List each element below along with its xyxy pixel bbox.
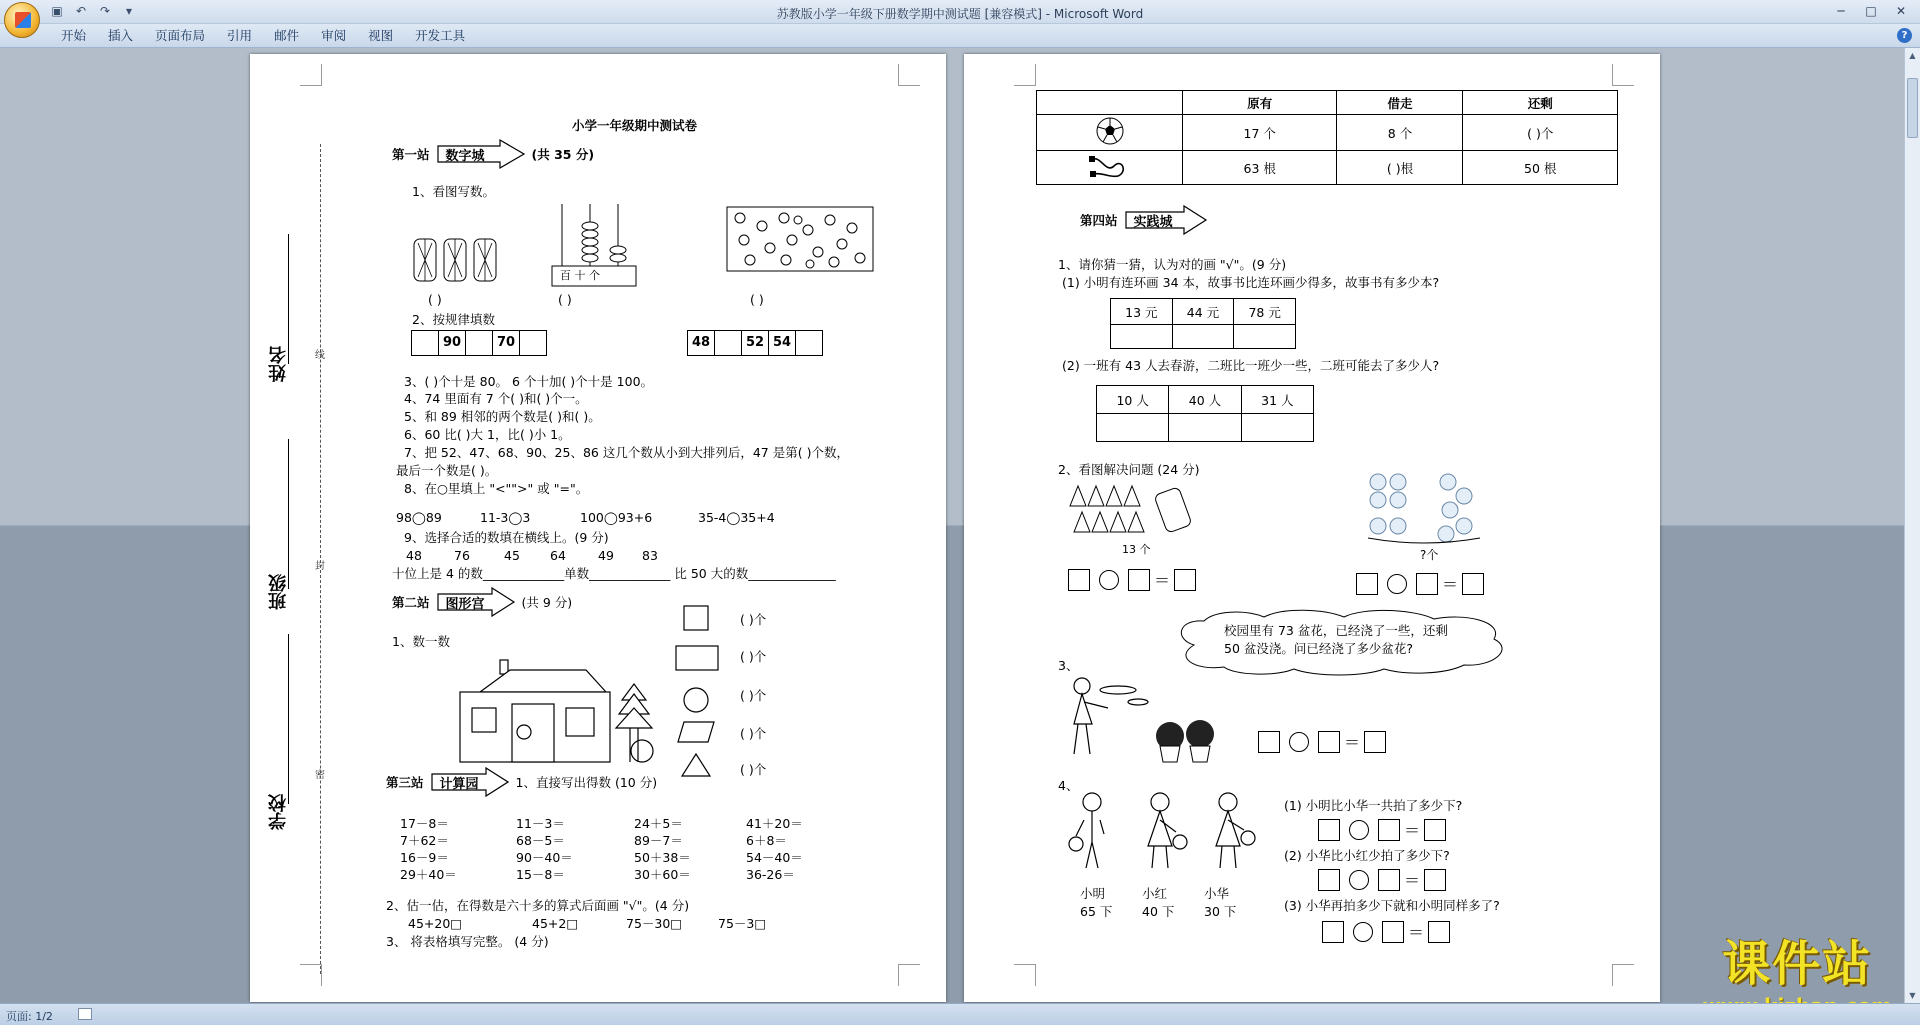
save-icon[interactable]: ▣ <box>51 4 63 18</box>
station-label: 第一站 <box>392 146 430 162</box>
question-1-1: 1、看图写数。 <box>412 184 495 199</box>
operator-circle[interactable] <box>1387 574 1407 594</box>
station-label: 第二站 <box>392 594 430 610</box>
calc-item[interactable]: 50＋38＝ <box>634 850 691 865</box>
station-label: 第三站 <box>386 774 424 790</box>
calc-item[interactable]: 41＋20＝ <box>746 816 803 831</box>
question-number-4: 4、 <box>1058 778 1079 793</box>
window-title: 苏教版小学一年级下册数学期中测试题 [兼容模式] - Microsoft Word <box>776 7 1144 21</box>
table-cell: 17 个 <box>1183 115 1337 151</box>
estimate-item[interactable]: 75－30□ <box>626 916 683 931</box>
office-logo-icon <box>15 12 31 28</box>
sequence-row-1 <box>412 330 547 356</box>
sequence-cell[interactable]: 54 <box>768 330 796 356</box>
guess-answer-cell[interactable] <box>1234 325 1296 349</box>
kid-name: 小华 <box>1204 886 1230 901</box>
answer-box[interactable] <box>1258 731 1280 753</box>
answer-box[interactable] <box>1462 573 1484 595</box>
table-header: 原有 <box>1183 91 1337 115</box>
compare-4[interactable]: 35-4◯35+4 <box>698 510 775 525</box>
station-intro: 1、直接写出得数 (10 分) <box>515 774 658 790</box>
scroll-down-icon[interactable]: ▼ <box>1909 991 1916 1000</box>
equation-row-2: ＝ <box>1356 572 1484 595</box>
calc-item[interactable]: 11－3＝ <box>516 816 565 831</box>
sequence-cell[interactable]: 48 <box>687 330 715 356</box>
margin-corner <box>1612 964 1634 986</box>
guess-answer-cell[interactable] <box>1111 325 1173 349</box>
station-score: (共 9 分) <box>521 594 573 610</box>
close-button[interactable]: ✕ <box>1895 4 1907 18</box>
children-bouncing-balls-picture <box>1062 790 1262 874</box>
tab-review[interactable]: 审阅 <box>321 28 347 43</box>
question-4-4c: (3) 小华再拍多少下就和小明同样多了? <box>1284 898 1500 913</box>
number-choice: 48 <box>406 548 422 563</box>
estimate-item[interactable]: 45+20□ <box>408 916 463 931</box>
tab-mailings[interactable]: 邮件 <box>274 28 300 43</box>
guess-option: 13 元 <box>1111 299 1173 325</box>
answer-paren-3[interactable]: ( ) <box>750 292 764 307</box>
station-3-header <box>386 766 657 798</box>
station-1-header <box>392 138 594 170</box>
customize-toolbar-icon[interactable]: ▾ <box>125 4 133 18</box>
tab-references[interactable]: 引用 <box>227 28 253 43</box>
table-header: 还剩 <box>1463 91 1618 115</box>
station-arrow <box>436 138 526 170</box>
sequence-cell[interactable]: 52 <box>741 330 769 356</box>
answer-box[interactable] <box>1364 731 1386 753</box>
vertical-scrollbar[interactable] <box>1904 48 1920 1003</box>
station-score: (共 35 分) <box>531 146 595 162</box>
dots-picture <box>726 206 876 274</box>
answer-box[interactable] <box>1378 819 1400 841</box>
operator-circle[interactable] <box>1349 820 1369 840</box>
question-1-7a: 7、把 52、47、68、90、25、86 这几个数从小到大排列后，47 是第( )个数， <box>404 445 849 460</box>
question-3-2: 2、估一估，在得数是六十多的算式后面画 "√"。(4 分) <box>386 898 690 913</box>
answer-box[interactable] <box>1424 819 1446 841</box>
cloud-text: 校园里有 73 盆花，已经浇了一些，还剩 50 盆没浇。问已经浇了多少盆花? <box>1224 623 1448 656</box>
price-guess-table <box>1110 298 1296 349</box>
answer-paren-2[interactable]: ( ) <box>558 292 572 307</box>
proofing-icon[interactable] <box>78 1008 92 1020</box>
table-cell[interactable]: ( )个 <box>1463 115 1618 151</box>
minimize-button[interactable]: ─ <box>1837 4 1845 18</box>
calc-item[interactable]: 30＋60＝ <box>634 867 691 882</box>
page-indicator[interactable]: 页面: 1/2 <box>6 1010 53 1023</box>
help-icon[interactable]: ? <box>1897 28 1912 43</box>
kid-count: 40 下 <box>1142 904 1175 919</box>
scroll-up-icon[interactable]: ▲ <box>1909 51 1916 60</box>
scrollbar-thumb[interactable] <box>1907 78 1918 138</box>
shape-count[interactable]: ( )个 <box>740 688 767 703</box>
calc-item[interactable]: 54－40＝ <box>746 850 803 865</box>
calc-item[interactable]: 89－7＝ <box>634 833 683 848</box>
kid-count: 65 下 <box>1080 904 1113 919</box>
question-1-9-blanks[interactable]: 十位上是 4 的数_____________单数_____________ 比 50 大的数______________ <box>392 566 836 581</box>
title-bar <box>0 0 1920 24</box>
table-header <box>1037 91 1183 115</box>
football-icon <box>1037 115 1183 151</box>
station-name: 计算园 <box>439 776 479 792</box>
guess-option: 44 元 <box>1172 299 1234 325</box>
jump-rope-icon <box>1037 151 1183 185</box>
bundles-picture <box>410 229 510 289</box>
tab-developer[interactable]: 开发工具 <box>415 28 466 43</box>
calc-item[interactable]: 29＋40＝ <box>400 867 457 882</box>
guess-answer-cell[interactable] <box>1172 325 1234 349</box>
sidebar-mi-mark: 密 <box>315 770 325 781</box>
station-label: 第四站 <box>1080 212 1118 228</box>
answer-box[interactable] <box>1322 921 1344 943</box>
flowers-picture <box>1364 470 1484 546</box>
number-choice: 83 <box>642 548 658 563</box>
ribbon <box>0 24 1920 48</box>
operator-circle[interactable] <box>1099 570 1119 590</box>
number-choice: 76 <box>454 548 470 563</box>
shape-count[interactable]: ( )个 <box>740 726 767 741</box>
document-page-1[interactable] <box>250 54 946 1002</box>
question-1-9: 9、选择合适的数填在横线上。(9 分) <box>404 530 609 545</box>
question-1-5: 5、和 89 相邻的两个数是( )和( )。 <box>404 409 601 424</box>
answer-box[interactable] <box>1128 569 1150 591</box>
question-number-3: 3、 <box>1058 658 1079 673</box>
equation-row-3: ＝ <box>1258 730 1386 753</box>
station-2-header <box>392 586 572 618</box>
answer-box[interactable] <box>1378 869 1400 891</box>
answer-box[interactable] <box>1174 569 1196 591</box>
question-2-1: 1、数一数 <box>392 634 450 649</box>
shape-count[interactable]: ( )个 <box>740 649 767 664</box>
shape-count[interactable]: ( )个 <box>740 762 767 777</box>
guess-option: 10 人 <box>1097 386 1169 414</box>
question-1-8: 8、在○里填上 "<"">" 或 "="。 <box>404 481 589 496</box>
station-name: 图形宫 <box>445 596 485 612</box>
class-label: 班级 <box>268 574 289 610</box>
station-arrow <box>1124 204 1208 236</box>
sequence-cell[interactable] <box>519 330 547 356</box>
table-cell: 50 根 <box>1463 151 1618 185</box>
calc-item[interactable]: 16－9＝ <box>400 850 449 865</box>
sequence-cell[interactable] <box>714 330 742 356</box>
station-arrow <box>430 766 510 798</box>
name-underline <box>288 234 289 364</box>
borrow-table <box>1036 90 1618 185</box>
sequence-row-2 <box>688 330 823 356</box>
name-label: 姓名 <box>268 346 289 382</box>
margin-corner <box>898 64 920 86</box>
table-cell: 8 个 <box>1337 115 1463 151</box>
equation-row-5: ＝ <box>1318 868 1446 891</box>
kid-name: 小明 <box>1080 886 1106 901</box>
calc-item[interactable]: 90－40＝ <box>516 850 573 865</box>
answer-paren-1[interactable]: ( ) <box>428 292 442 307</box>
calc-item[interactable]: 68－5＝ <box>516 833 565 848</box>
abacus-labels: 百 十 个 <box>560 269 600 282</box>
question-3-3: 3、 将表格填写完整。 (4 分) <box>386 934 549 949</box>
question-1-2: 2、按规律填数 <box>412 312 495 327</box>
sidebar-seal-mark: 封 <box>315 561 325 572</box>
question-4-4a: (1) 小明比小华一共拍了多少下? <box>1284 798 1463 813</box>
sequence-cell[interactable] <box>465 330 493 356</box>
class-underline <box>288 439 289 589</box>
guess-option: 31 人 <box>1241 386 1313 414</box>
exam-title: 小学一年级期中测试卷 <box>572 118 698 133</box>
office-button[interactable] <box>4 2 40 38</box>
margin-corner <box>1612 64 1634 86</box>
calc-item[interactable]: 36-26＝ <box>746 867 795 882</box>
window-controls <box>1828 2 1914 20</box>
guess-option: 40 人 <box>1169 386 1241 414</box>
estimate-item[interactable]: 45+2□ <box>532 916 579 931</box>
margin-corner <box>300 964 322 986</box>
sequence-cell[interactable] <box>411 330 439 356</box>
undo-icon[interactable]: ↶ <box>75 4 87 18</box>
calc-item[interactable]: 17－8＝ <box>400 816 449 831</box>
watermark-title: 课件站 <box>1722 936 1873 992</box>
question-4-2: 2、看图解决问题 (24 分) <box>1058 462 1200 477</box>
question-1-4: 4、74 里面有 7 个( )和( )个一。 <box>404 391 588 406</box>
sequence-cell[interactable]: 90 <box>438 330 466 356</box>
status-bar <box>0 1003 1920 1025</box>
answer-box[interactable] <box>1068 569 1090 591</box>
tab-home[interactable]: 开始 <box>61 28 87 43</box>
ribbon-tabs <box>50 28 476 44</box>
question-4-4b: (2) 小华比小红少拍了多少下? <box>1284 848 1450 863</box>
compare-1[interactable]: 98◯89 <box>396 510 442 525</box>
guess-answer-cell[interactable] <box>1241 414 1313 442</box>
number-choice: 49 <box>598 548 614 563</box>
tab-page-layout[interactable]: 页面布局 <box>155 28 206 43</box>
answer-box[interactable] <box>1416 573 1438 595</box>
operator-circle[interactable] <box>1349 870 1369 890</box>
margin-corner <box>1014 64 1036 86</box>
table-header: 借走 <box>1337 91 1463 115</box>
question-1-3: 3、( )个十是 80。 6 个十加( )个十是 100。 <box>404 374 654 389</box>
answer-box[interactable] <box>1382 921 1404 943</box>
answer-box[interactable] <box>1424 869 1446 891</box>
guess-answer-cell[interactable] <box>1097 414 1169 442</box>
answer-box[interactable] <box>1428 921 1450 943</box>
operator-circle[interactable] <box>1289 732 1309 752</box>
equation-row-4: ＝ <box>1318 818 1446 841</box>
answer-box[interactable] <box>1318 869 1340 891</box>
question-4-1b: (2) 一班有 43 人去春游，二班比一班少一些，二班可能去了多少人? <box>1062 358 1440 373</box>
people-guess-table <box>1096 385 1314 442</box>
table-cell[interactable]: ( )根 <box>1337 151 1463 185</box>
answer-box[interactable] <box>1318 731 1340 753</box>
station-arrow <box>436 586 516 618</box>
document-page-2[interactable] <box>964 54 1660 1002</box>
compare-3[interactable]: 100◯93+6 <box>580 510 653 525</box>
redo-icon[interactable]: ↷ <box>99 4 111 18</box>
station-4-header <box>1080 204 1208 236</box>
margin-corner <box>300 64 322 86</box>
margin-corner <box>898 964 920 986</box>
sidebar-line-mark: 线 <box>315 350 325 361</box>
sequence-cell[interactable] <box>795 330 823 356</box>
number-choice: 45 <box>504 548 520 563</box>
label-question: ?个 <box>1420 548 1439 562</box>
operator-circle[interactable] <box>1353 922 1373 942</box>
school-label: 学校 <box>268 794 289 830</box>
school-underline <box>288 634 289 804</box>
calc-item[interactable]: 24＋5＝ <box>634 816 683 831</box>
station-name: 实践城 <box>1133 214 1173 230</box>
girl-watering-picture <box>1060 674 1220 766</box>
sequence-cell[interactable]: 70 <box>492 330 520 356</box>
table-cell: 63 根 <box>1183 151 1337 185</box>
margin-corner <box>1014 964 1036 986</box>
calc-item[interactable]: 6＋8＝ <box>746 833 787 848</box>
question-4-1a: (1) 小明有连环画 34 本，故事书比连环画少得多，故事书有多少本? <box>1062 275 1440 290</box>
question-4-1: 1、请你猜一猜，认为对的画 "√"。(9 分) <box>1058 257 1287 272</box>
shape-count[interactable]: ( )个 <box>740 612 767 627</box>
calc-item[interactable]: 15－8＝ <box>516 867 565 882</box>
shapes-column <box>670 602 730 782</box>
tab-insert[interactable]: 插入 <box>108 28 134 43</box>
answer-box[interactable] <box>1318 819 1340 841</box>
question-1-6: 6、60 比( )大 1，比( )小 1。 <box>404 427 571 442</box>
kid-count: 30 下 <box>1204 904 1237 919</box>
answer-box[interactable] <box>1356 573 1378 595</box>
calc-item[interactable]: 7＋62＝ <box>400 833 449 848</box>
kid-name: 小红 <box>1142 886 1168 901</box>
guess-answer-cell[interactable] <box>1169 414 1241 442</box>
shuttlecocks-picture <box>1064 482 1204 542</box>
label-13: 13 个 <box>1122 543 1151 556</box>
equation-row-1: ＝ <box>1068 568 1196 591</box>
compare-2[interactable]: 11-3◯3 <box>480 510 531 525</box>
number-choice: 64 <box>550 548 566 563</box>
equation-row-6: ＝ <box>1322 920 1450 943</box>
estimate-item[interactable]: 75－3□ <box>718 916 767 931</box>
question-1-7b: 最后一个数是( )。 <box>396 463 498 478</box>
tab-view[interactable]: 视图 <box>368 28 394 43</box>
tree-picture <box>614 682 654 764</box>
guess-option: 78 元 <box>1234 299 1296 325</box>
maximize-button[interactable]: □ <box>1865 4 1877 18</box>
station-name: 数字城 <box>445 148 485 164</box>
